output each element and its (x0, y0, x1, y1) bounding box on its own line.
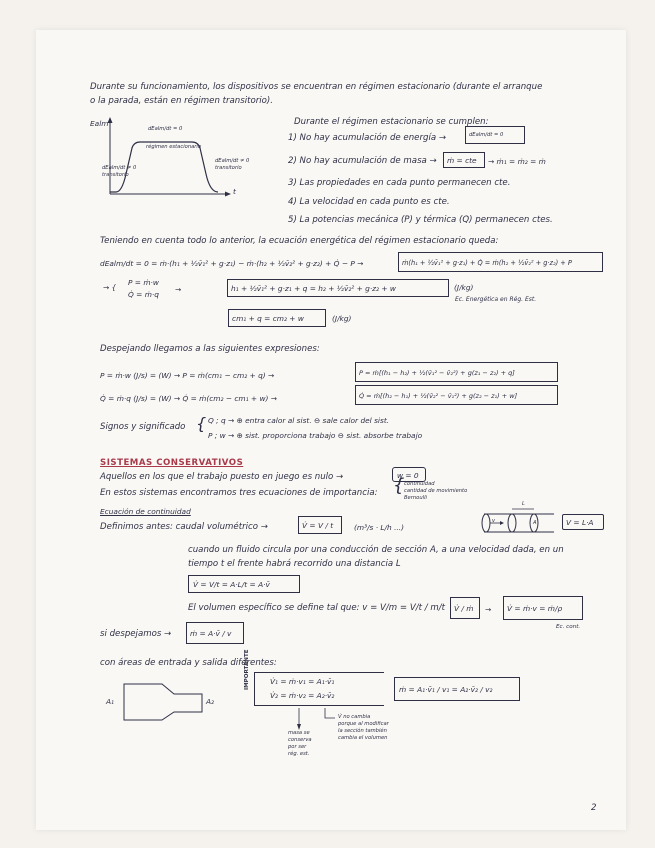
note-right-4: cambia el volumen (338, 735, 388, 741)
vdot-units: (m³/s · L/h ...) (354, 523, 405, 532)
intro-line-1: Durante su funcionamiento, los dispositivos se encuentran en régimen estacionario (durante el arranque (90, 82, 543, 92)
areas-row-1: V̇₁ = ṁ·v₁ = A₁·v̄₁ (270, 677, 335, 686)
expr-row-2-box: Q̇ = ṁ[(h₂ − h₁) + ½(v̄₂² − v̄₁²) + g(z₂ − z₁) + w] (355, 385, 558, 405)
pipe-volume-box: V = L·A (562, 514, 604, 530)
expr-row-1-box: P = ṁ[(h₁ − h₂) + ½(v̄₁² − v̄₂²) + g(z₁ − z₂) + q] (355, 362, 558, 382)
areas-title: con áreas de entrada y salida diferentes: (100, 658, 277, 668)
def-power: P = ṁ·w (128, 278, 159, 287)
note-right-3: la sección también (338, 728, 387, 734)
eq-momentum: cantidad de movimiento (404, 488, 468, 494)
conservative-brace: { (393, 475, 405, 496)
continuity-line-4: El volumen específico se define tal que: v = V/m = V/t / m/t (188, 603, 445, 613)
condition-2-tail: → ṁ₁ = ṁ₂ = ṁ (488, 157, 546, 166)
signs-row-1: Q ; q → ⊕ entra calor al sist. ⊖ sale calor del sist. (208, 416, 390, 425)
condition-5: 5) La potencias mecánica (P) y térmica (Q) permanecen ctes. (288, 215, 553, 225)
per-kg-box: h₁ + ½v̄₁² + g·z₁ + q = h₂ + ½v̄₂² + g·z₂ + w (227, 279, 449, 297)
graph-x-label: t (233, 187, 236, 196)
note-left-1: masa se (288, 730, 310, 736)
expressions-intro: Despejando llegamos a las siguientes expresiones: (100, 344, 320, 354)
continuity-title: Ecuación de continuidad (100, 507, 191, 516)
spec-volume-box: V̇ = ṁ·v = ṁ/ρ (503, 596, 583, 620)
continuity-line-1: Definimos antes: caudal volumétrico → (100, 522, 268, 532)
note-left-4: rég. est. (288, 751, 310, 757)
spec-note: Ec. cont. (556, 624, 581, 630)
graph-left-label: dEalm/dt ≠ 0 (102, 165, 137, 171)
signs-row-2: P ; w → ⊕ sist. proporciona trabajo ⊖ sist. absorbe trabajo (208, 431, 423, 440)
expr-row-1-left: P = ṁ·w (J/s) = (W) → P = ṁ(cm₁ − cm₂ + q) → (100, 371, 275, 380)
conditions-title: Durante el régimen estacionario se cumplen: (294, 117, 489, 127)
per-kg-note: Ec. Energética en Rég. Est. (455, 296, 537, 303)
spec-arrow: → (485, 605, 492, 614)
w-zero-box: w = 0 (392, 467, 426, 482)
conservative-title: SISTEMAS CONSERVATIVOS (100, 458, 244, 468)
eq-bernoulli: Bernoulli (404, 495, 427, 501)
area-a2: A₂ (206, 697, 215, 706)
page-number: 2 (591, 803, 597, 813)
signs-title: Signos y significado (100, 422, 186, 432)
graph-top-label: dEalm/dt = 0 (148, 126, 183, 132)
conservative-line-2: En estos sistemas encontramos tres ecuaciones de importancia: (100, 488, 378, 498)
mdot-box: ṁ = A·v̄ / v (186, 622, 244, 644)
eq-continuity: continuidad (404, 481, 435, 487)
note-right-2: porque al modificar (338, 721, 389, 727)
per-kg-unit: (J/kg) (454, 283, 474, 292)
short-box: cm₁ + q = cm₂ + w (228, 309, 326, 327)
pipe-label-v: v (492, 518, 496, 524)
note-right-1: V̇ no cambia (338, 714, 371, 720)
note-left-2: conserva (288, 737, 312, 743)
condition-2: 2) No hay acumulación de masa → (288, 156, 437, 166)
pipe-label-a: A (533, 520, 537, 526)
vdot-box: V̇ = V / t (298, 516, 342, 534)
nozzle-diagram (118, 680, 210, 724)
condition-1: 1) No hay acumulación de energía → (288, 133, 447, 143)
condition-4: 4) La velocidad en cada punto es cte. (288, 197, 450, 207)
graph-left-sub: transitorio (102, 172, 129, 178)
condition-3: 3) Las propiedades en cada punto permanecen cte. (288, 178, 511, 188)
area-a1: A₁ (106, 697, 115, 706)
expr-row-2-left: Q̇ = ṁ·q (J/s) = (W) → Q̇ = ṁ(cm₂ − cm₁ + w) → (100, 394, 277, 403)
def-heat: Q̇ = ṁ·q (128, 290, 159, 299)
continuity-line-2: cuando un fluido circula por una conducción de sección A, a una velocidad dada, en un (188, 545, 564, 555)
pipe-label-l: L (522, 501, 525, 507)
conservative-line-1: Aquellos en los que el trabajo puesto en juego es nulo → (100, 472, 344, 482)
pipe-diagram (478, 506, 560, 538)
graph-y-label: Ealm (90, 119, 109, 128)
condition-1-box: dEalm/dt = 0 (465, 126, 525, 144)
areas-result-box: ṁ = A₁·v̄₁ / v₁ = A₂·v̄₂ / v₂ (394, 677, 520, 701)
energy-eq-box: ṁ(h₁ + ½v̄₁² + g·z₁) + Q̇ = ṁ(h₂ + ½v̄₂² + g·z₂) + P (398, 252, 603, 272)
continuity-line-5: si despejamos → (100, 629, 172, 639)
graph-regime-label: régimen estacionario (146, 144, 202, 150)
areas-row-2: V̇₂ = ṁ·v₂ = A₂·v̄₂ (270, 691, 335, 700)
note-left-3: por ser (288, 744, 307, 750)
graph-right-sub: transitorio (215, 165, 242, 171)
condition-2-box: ṁ = cte (443, 152, 485, 168)
signs-brace: { (196, 414, 207, 433)
energy-intro: Teniendo en cuenta todo lo anterior, la ecuación energética del régimen estacionario queda: (100, 236, 499, 246)
energy-eq-left: dEalm/dt = 0 = ṁ·(h₁ + ½v̄₁² + g·z₁) − ṁ·(h₂ + ½v̄₂² + g·z₂) + Q̇ − P → (100, 259, 364, 268)
graph-right-label: dEalm/dt ≠ 0 (215, 158, 250, 164)
vdot-derivation-box: V̇ = V/t = A·L/t = A·v̄ (188, 575, 300, 593)
energy-arrow: → { (103, 283, 117, 292)
small-ratio-box: V̇ / ṁ (450, 597, 480, 619)
short-unit: (J/kg) (332, 314, 352, 323)
intro-line-2: o la parada, están en régimen transitorio). (90, 96, 273, 106)
important-tag: IMPORTANTE (244, 649, 250, 690)
continuity-line-3: tiempo t el frente habrá recorrido una distancia L (188, 559, 401, 569)
energy-arrow-2: → (175, 285, 182, 294)
